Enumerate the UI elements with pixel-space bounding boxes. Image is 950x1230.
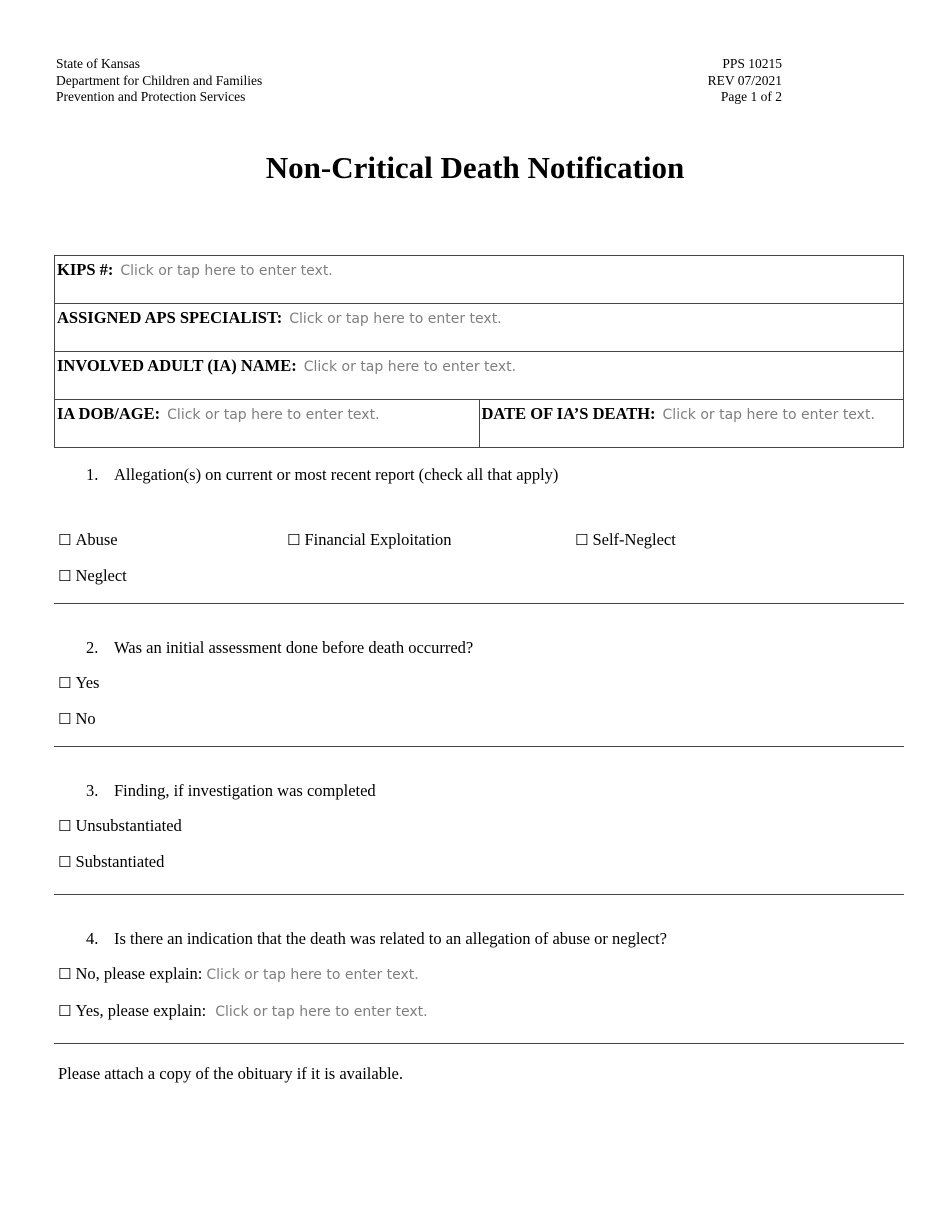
- option-substantiated[interactable]: [58, 852, 164, 872]
- kips-cell: [55, 256, 904, 304]
- option-yes[interactable]: [58, 673, 99, 693]
- death-date-input[interactable]: Click or tap here to enter text.: [662, 407, 875, 423]
- question-4-number: 4.: [86, 929, 99, 948]
- divider: [54, 1043, 904, 1044]
- question-3-text: Finding, if investigation was completed: [114, 781, 376, 800]
- question-2-number: 2.: [86, 638, 99, 657]
- death-date-cell: [479, 400, 904, 448]
- option-abuse-label: Abuse: [75, 530, 118, 549]
- question-1: [86, 465, 558, 485]
- option-self-neglect-label: Self-Neglect: [592, 530, 676, 549]
- checkbox-icon[interactable]: ☐: [58, 1002, 72, 1020]
- dob-input[interactable]: Click or tap here to enter text.: [167, 407, 380, 423]
- option-no[interactable]: [58, 709, 96, 729]
- question-4-text: Is there an indication that the death was related to an allegation of abuse or neglect?: [114, 929, 667, 948]
- checkbox-icon[interactable]: ☐: [287, 531, 301, 549]
- checkbox-icon[interactable]: ☐: [58, 817, 72, 835]
- specialist-input[interactable]: Click or tap here to enter text.: [289, 311, 502, 327]
- option-neglect-label: Neglect: [75, 566, 127, 585]
- option-financial-exploitation-label: Financial Exploitation: [304, 530, 452, 549]
- option-neglect[interactable]: [58, 566, 127, 586]
- agency-department: Department for Children and Families: [56, 72, 263, 88]
- page-number: Page 1 of 2: [720, 89, 782, 104]
- question-2: [86, 638, 473, 658]
- divider: [54, 746, 904, 747]
- no-explain-input[interactable]: Click or tap here to enter text.: [206, 967, 419, 983]
- option-unsubstantiated-label: Unsubstantiated: [75, 816, 182, 835]
- option-yes-explain-label: Yes, please explain:: [75, 1001, 207, 1020]
- option-unsubstantiated[interactable]: [58, 816, 182, 836]
- dob-label: IA DOB/AGE:: [57, 404, 161, 423]
- checkbox-icon[interactable]: ☐: [575, 531, 589, 549]
- option-yes-explain[interactable]: [58, 1001, 428, 1021]
- option-self-neglect[interactable]: [575, 530, 676, 550]
- checkbox-icon[interactable]: ☐: [58, 674, 72, 692]
- question-4: [86, 929, 667, 949]
- checkbox-icon[interactable]: ☐: [58, 710, 72, 728]
- yes-explain-input[interactable]: Click or tap here to enter text.: [215, 1004, 428, 1020]
- ia-name-input[interactable]: Click or tap here to enter text.: [303, 359, 517, 375]
- checkbox-icon[interactable]: ☐: [58, 531, 72, 549]
- checkbox-icon[interactable]: ☐: [58, 965, 72, 983]
- ia-name-label: INVOLVED ADULT (IA) NAME:: [57, 356, 297, 375]
- form-revision: REV 07/2021: [707, 72, 782, 88]
- option-abuse[interactable]: [58, 530, 118, 550]
- question-1-text: Allegation(s) on current or most recent report (check all that apply): [114, 465, 559, 484]
- question-2-text: Was an initial assessment done before death occurred?: [114, 638, 474, 657]
- option-no-explain[interactable]: [58, 964, 419, 984]
- question-1-number: 1.: [86, 465, 99, 484]
- divider: [54, 603, 904, 604]
- option-no-label: No: [75, 709, 96, 728]
- kips-input[interactable]: Click or tap here to enter text.: [120, 263, 333, 279]
- agency-division: Prevention and Protection Services: [56, 89, 246, 104]
- option-no-explain-label: No, please explain:: [75, 964, 203, 983]
- page-title: Non-Critical Death Notification: [265, 150, 685, 185]
- option-yes-label: Yes: [75, 673, 100, 692]
- kips-label: KIPS #:: [57, 260, 114, 279]
- agency-state: State of Kansas: [56, 56, 140, 71]
- agency-header: [56, 56, 262, 106]
- death-date-label: DATE OF IA’S DEATH:: [481, 404, 656, 423]
- specialist-cell: [55, 304, 904, 352]
- checkbox-icon[interactable]: ☐: [58, 853, 72, 871]
- question-3-number: 3.: [86, 781, 99, 800]
- dob-cell: [55, 400, 480, 448]
- specialist-label: ASSIGNED APS SPECIALIST:: [57, 308, 283, 327]
- checkbox-icon[interactable]: ☐: [58, 567, 72, 585]
- form-id-header: [708, 56, 782, 106]
- divider: [54, 894, 904, 895]
- option-financial-exploitation[interactable]: [287, 530, 452, 550]
- question-3: [86, 781, 376, 801]
- info-table: [54, 255, 904, 448]
- form-number: PPS 10215: [722, 56, 782, 71]
- ia-name-cell: [55, 352, 904, 400]
- obituary-note: Please attach a copy of the obituary if it is available.: [58, 1064, 404, 1083]
- option-substantiated-label: Substantiated: [75, 852, 165, 871]
